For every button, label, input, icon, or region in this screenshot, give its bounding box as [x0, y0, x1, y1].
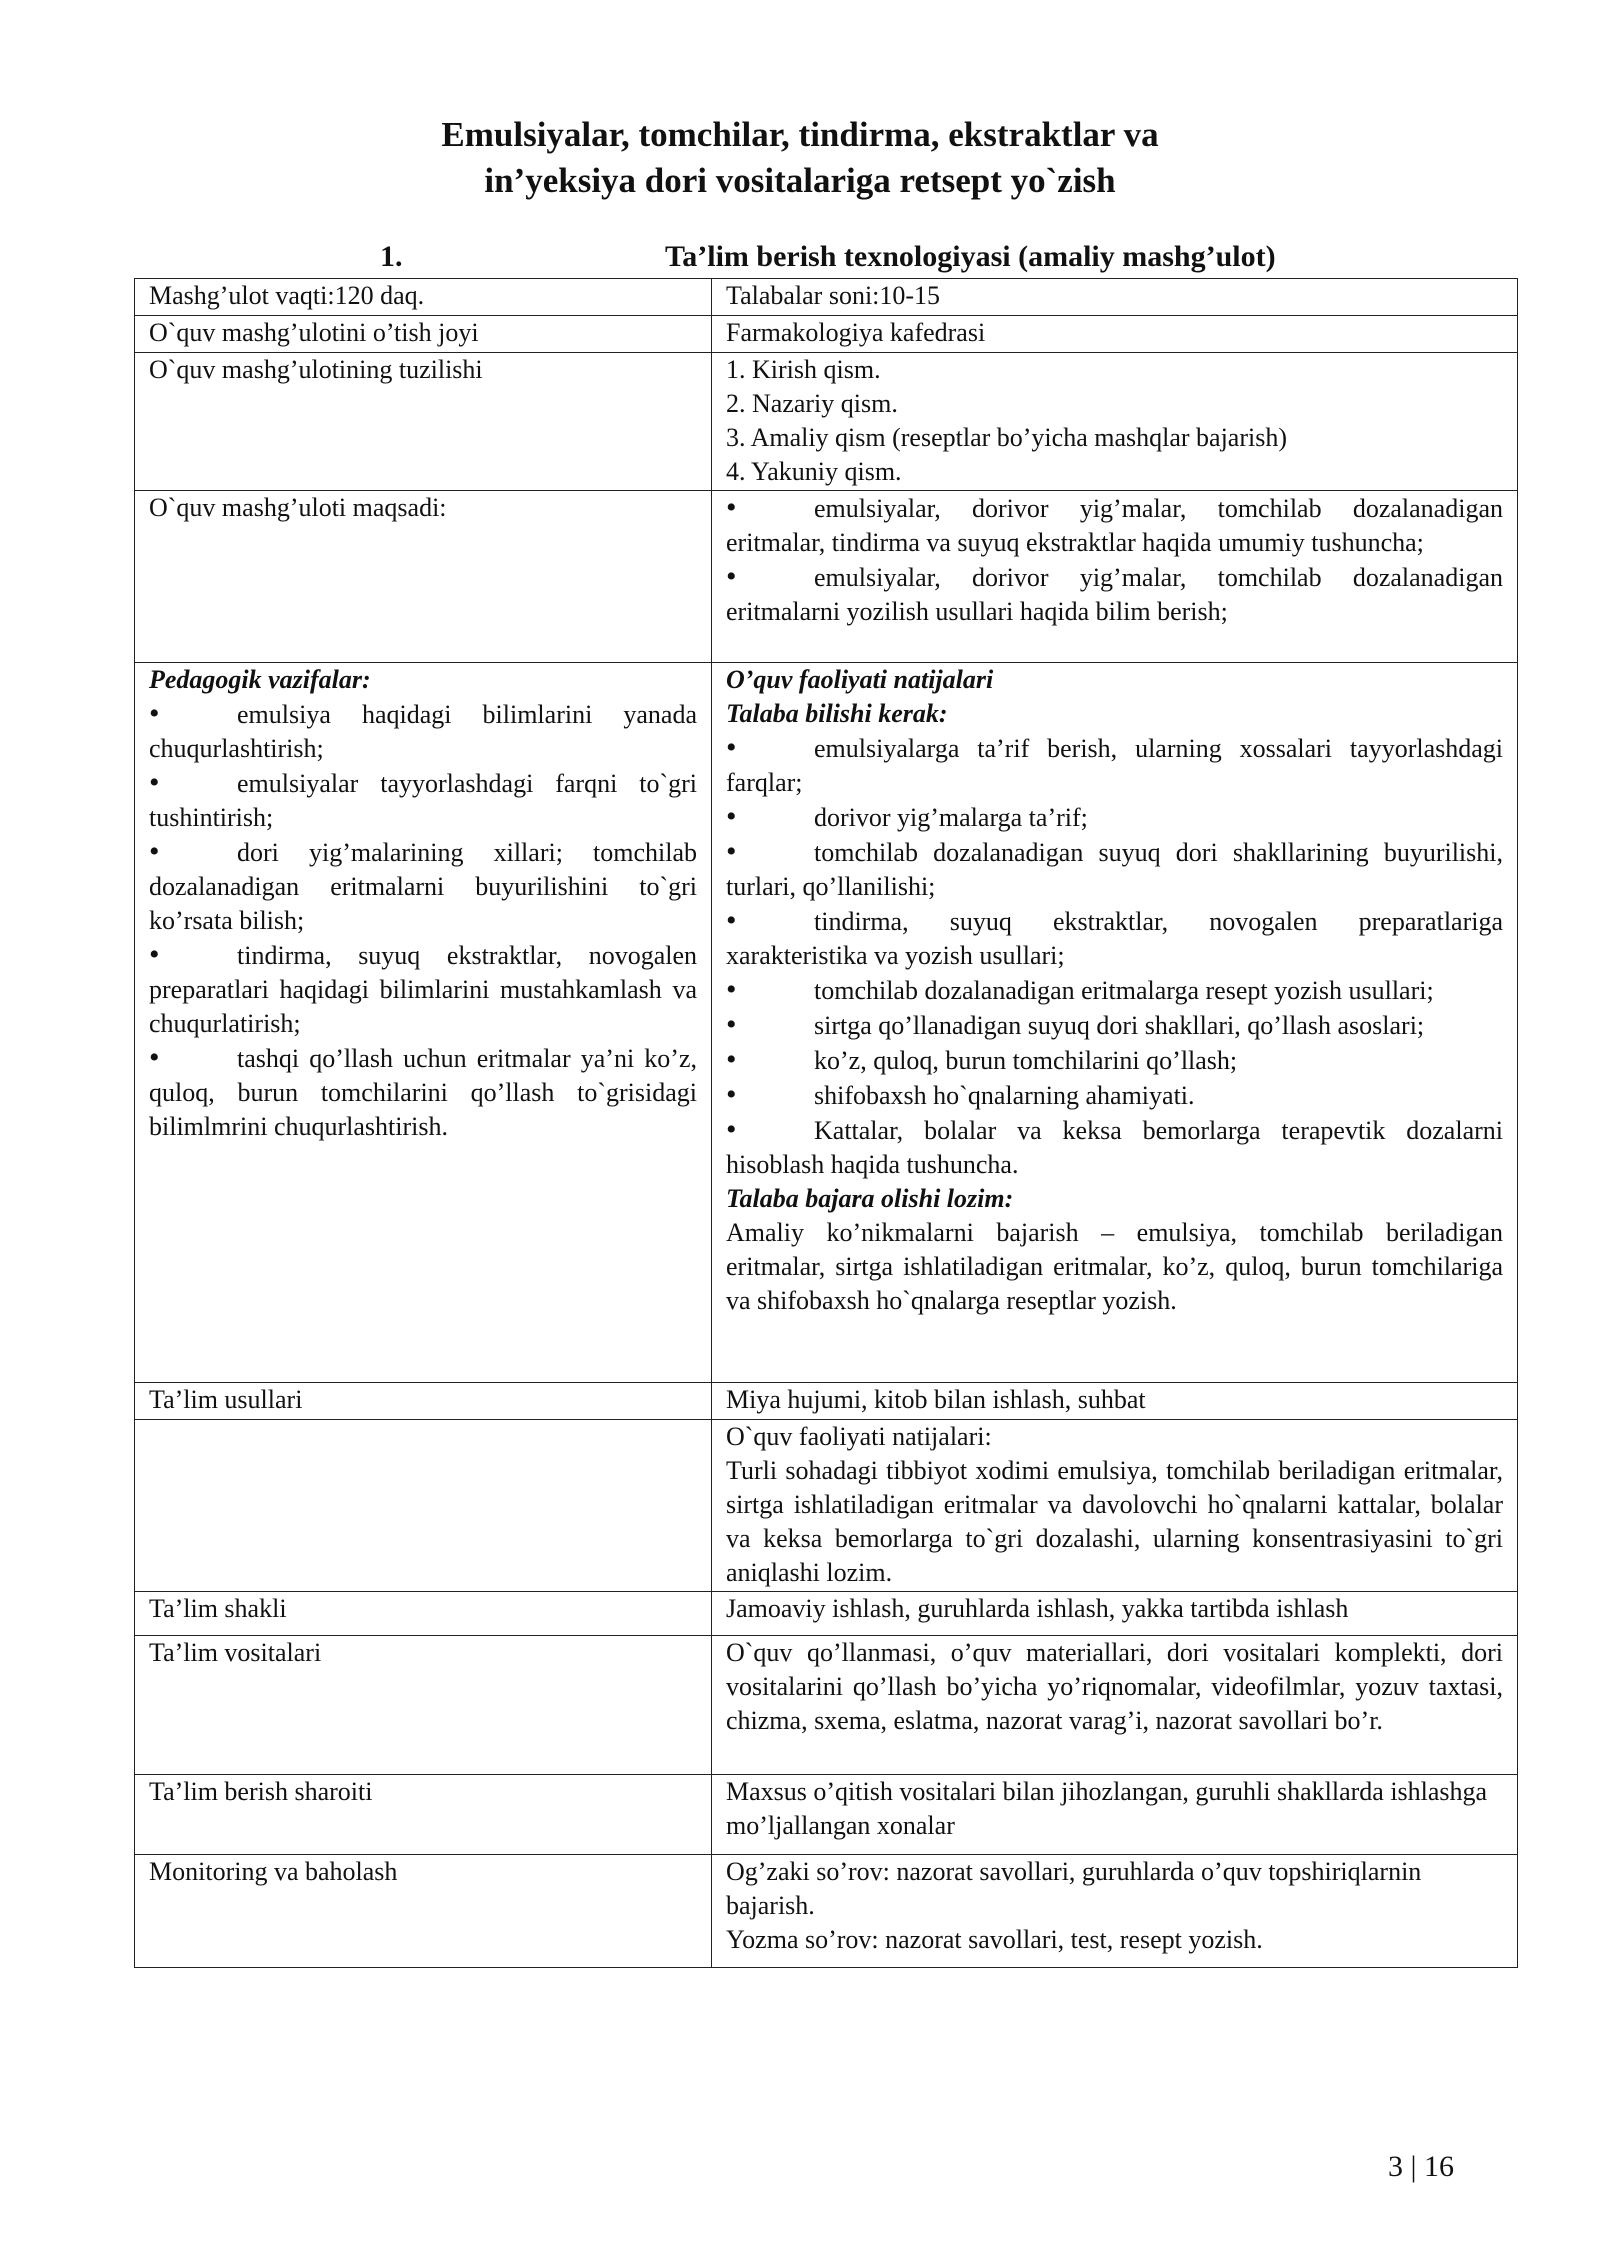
table-row-tasks	[135, 663, 1518, 1383]
list-item: •tindirma, suyuq ekstraktlar, novogalen preparatlari haqidagi bilimlarini mustahkamlash va chuqurlatirish;	[149, 938, 697, 1041]
list-item: • emulsiyalar, dorivor yig’malar, tomchilab dozalanadigan eritmalar, tindirma va suyuq ekstraktlar haqida umumiy tushuncha;	[726, 491, 1503, 560]
form-label: Ta’lim shakli	[135, 1592, 712, 1636]
place-value: Farmakologiya kafedrasi	[712, 316, 1518, 353]
list-item: •Kattalar, bolalar va keksa bemorlarga terapevtik dozalarni hisoblash haqida tushuncha.	[726, 1113, 1503, 1182]
bullet-icon	[726, 800, 814, 835]
table-row-place	[135, 316, 1518, 353]
form-value: Jamoaviy ishlash, guruhlarda ishlash, yakka tartibda ishlash	[712, 1592, 1518, 1636]
list-item: •tindirma, suyuq ekstraktlar, novogalen preparatlariga xarakteristika va yozish usullari;	[726, 904, 1503, 973]
document-title	[0, 112, 1600, 204]
learning-outcomes	[712, 663, 1518, 1383]
results-heading: O`quv faoliyati natijalari:	[726, 1422, 992, 1451]
tools-label: Ta’lim vositalari	[135, 1636, 712, 1775]
list-item: •dori yig’malarining xillari; tomchilab dozalanadigan eritmalarni buyurilishini to`gri ko’rsata bilish;	[149, 835, 697, 938]
pedagogical-tasks-heading: Pedagogik vazifalar:	[149, 665, 371, 694]
methods-label: Ta’lim usullari	[135, 1383, 712, 1420]
bullet-icon	[726, 1043, 814, 1078]
table-row-structure	[135, 353, 1518, 491]
table-row-tools	[135, 1636, 1518, 1775]
bullet-icon	[726, 1113, 814, 1148]
technology-table	[134, 278, 1518, 1968]
structure-item: 3. Amaliy qism (reseptlar bo’yicha mashqlar bajarish)	[726, 423, 1288, 452]
list-item: •sirtga qo’llanadigan suyuq dori shakllari, qo’llash asoslari;	[726, 1008, 1503, 1043]
results-value	[712, 1420, 1518, 1592]
outcomes-heading: O’quv faoliyati natijalari	[726, 665, 994, 694]
bullet-icon	[726, 1078, 814, 1113]
title-line-1: Emulsiyalar, tomchilar, tindirma, ekstraktlar va	[441, 115, 1159, 154]
list-item: •emulsiyalarga ta’rif berish, ularning xossalari tayyorlashdagi farqlar;	[726, 731, 1503, 800]
page-number: 3 | 16	[1388, 2150, 1455, 2183]
list-item: •dorivor yig’malarga ta’rif;	[726, 800, 1503, 835]
section-number: 1.	[380, 240, 403, 273]
methods-value: Miya hujumi, kitob bilan ishlash, suhbat	[712, 1383, 1518, 1420]
section-title: Ta’lim berish texnologiyasi (amaliy mashg’ulot)	[665, 240, 1276, 273]
structure-item: 2. Nazariy qism.	[726, 389, 898, 418]
bullet-icon	[149, 938, 237, 973]
time-label: Mashg’ulot vaqti:120 daq.	[135, 279, 712, 316]
table-row-conditions	[135, 1775, 1518, 1855]
monitoring-label: Monitoring va baholash	[135, 1855, 712, 1968]
student-should-do-text: Amaliy ko’nikmalarni bajarish – emulsiya, tomchilab beriladigan eritmalar, sirtga ishlatiladigan eritmalar, ko’z, quloq, burun tomchilariga va shifobaxsh ho`qnalarga reseptlar yozish.	[726, 1218, 1503, 1315]
conditions-label: Ta’lim berish sharoiti	[135, 1775, 712, 1855]
list-item: •emulsiyalar tayyorlashdagi farqni to`gri tushintirish;	[149, 766, 697, 835]
monitoring-value	[712, 1855, 1518, 1968]
monitoring-oral: Og’zaki so’rov: nazorat savollari, guruhlarda o’quv topshiriqlarnin bajarish.	[726, 1857, 1422, 1920]
bullet-icon	[726, 491, 814, 526]
structure-item: 4. Yakuniy qism.	[726, 457, 902, 486]
bullet-icon	[149, 835, 237, 870]
bullet-icon	[726, 973, 814, 1008]
table-row-goal	[135, 491, 1518, 663]
list-item: •emulsiya haqidagi bilimlarini yanada chuqurlashtirish;	[149, 697, 697, 766]
student-should-know-heading: Talaba bilishi kerak:	[726, 699, 948, 728]
list-item: •shifobaxsh ho`qnalarning ahamiyati.	[726, 1078, 1503, 1113]
tools-value: O`quv qo’llanmasi, o’quv materiallari, dori vositalari komplekti, dori vositalarini qo’llash bo’yicha yo’riqnomalar, videofilmlar, yozuv taxtasi, chizma, sxema, eslatma, nazorat varag’i, nazorat savollari bo’r.	[712, 1636, 1518, 1775]
bullet-icon	[149, 766, 237, 801]
bullet-icon	[726, 731, 814, 766]
table-row-time	[135, 279, 1518, 316]
list-item: •tomchilab dozalanadigan suyuq dori shakllarining buyurilishi, turlari, qo’llanilishi;	[726, 835, 1503, 904]
goal-list	[712, 491, 1518, 663]
list-item: •ko’z, quloq, burun tomchilarini qo’llash;	[726, 1043, 1503, 1078]
list-item: •tashqi qo’llash uchun eritmalar ya’ni ko’z, quloq, burun tomchilarini qo’llash to`grisidagi bilimlmrini chuqurlashtirish.	[149, 1041, 697, 1144]
results-text: Turli sohadagi tibbiyot xodimi emulsiya, tomchilab beriladigan eritmalar, sirtga ishlatiladigan eritmalar va davolovchi ho`qnalarni kattalar, bolalar va keksa bemorlarga to`gri dozalashi, ularning konsentrasiyasini to`gri aniqlashi lozim.	[726, 1456, 1503, 1587]
bullet-icon	[726, 1008, 814, 1043]
table-row-form	[135, 1592, 1518, 1636]
bullet-icon	[726, 835, 814, 870]
section-heading	[0, 240, 1600, 280]
structure-item: 1. Kirish qism.	[726, 355, 881, 384]
student-should-do-heading: Talaba bajara olishi lozim:	[726, 1184, 1014, 1213]
conditions-value: Maxsus o’qitish vositalari bilan jihozlangan, guruhli shakllarda ishlashga mo’ljallangan xonalar	[712, 1775, 1518, 1855]
results-label	[135, 1420, 712, 1592]
table-row-monitoring	[135, 1855, 1518, 1968]
monitoring-written: Yozma so’rov: nazorat savollari, test, resept yozish.	[726, 1925, 1263, 1954]
table-row-results	[135, 1420, 1518, 1592]
place-label: O`quv mashg’ulotini o’tish joyi	[135, 316, 712, 353]
bullet-icon	[149, 1041, 237, 1076]
title-line-2: in’yeksiya dori vositalariga retsept yo`zish	[484, 161, 1116, 200]
list-item: •tomchilab dozalanadigan eritmalarga resept yozish usullari;	[726, 973, 1503, 1008]
students-count: Talabalar soni:10-15	[712, 279, 1518, 316]
bullet-icon	[726, 904, 814, 939]
pedagogical-tasks	[135, 663, 712, 1383]
structure-list	[712, 353, 1518, 491]
bullet-icon	[726, 560, 814, 595]
bullet-icon	[149, 697, 237, 732]
table-row-methods	[135, 1383, 1518, 1420]
structure-label: O`quv mashg’ulotining tuzilishi	[135, 353, 712, 491]
list-item: •emulsiyalar, dorivor yig’malar, tomchilab dozalanadigan eritmalarni yozilish usullari haqida bilim berish;	[726, 560, 1503, 629]
goal-label: O`quv mashg’uloti maqsadi:	[135, 491, 712, 663]
